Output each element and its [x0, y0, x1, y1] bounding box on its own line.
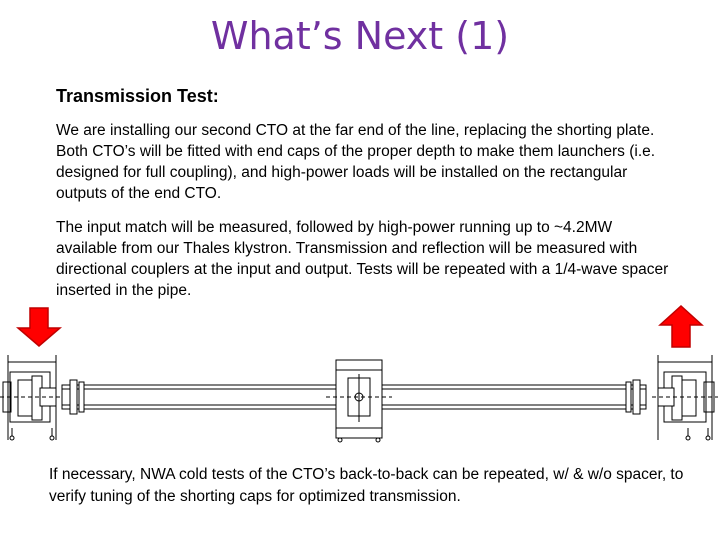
- paragraph-measurement: The input match will be measured, followed by high-power running up to ~4.2MW available from our Thales klystron. Transmission and reflection will be measured with directional couplers at the input and output. Tests will be repeated with a 1/4-wave spacer inserted in the pipe.: [56, 219, 669, 299]
- section-heading: Transmission Test:: [56, 86, 219, 106]
- output-up-arrow-icon: [660, 306, 702, 347]
- left-cto-drawing: [0, 355, 62, 440]
- paragraph-installation: We are installing our second CTO at the far end of the line, replacing the shorting plate. Both CTO’s will be fitted with end caps of the proper depth to make them launchers (i.e. designed for full coupling), and high-power loads will be installed on the rectangular outputs of the end CTO.: [56, 122, 656, 202]
- right-cto-drawing: [652, 355, 718, 440]
- waveguide-diagram: [0, 300, 720, 450]
- center-spacer-flange: [326, 360, 392, 442]
- footer-note: If necessary, NWA cold tests of the CTO’s back-to-back can be repeated, w/ & w/o spacer, to verify tuning of the shorting caps for optimized transmission.: [49, 466, 684, 505]
- slide-title: What’s Next (1): [210, 14, 510, 58]
- input-down-arrow-icon: [18, 308, 60, 346]
